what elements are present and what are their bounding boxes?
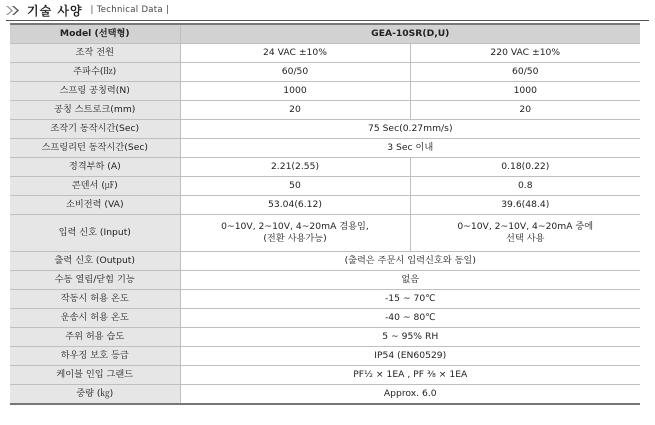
row-label: 하우징 보호 등급	[10, 347, 180, 366]
cell-value: 60/50	[410, 63, 640, 82]
cell-value: Approx. 6.0	[180, 385, 640, 405]
section-subtitle: | Technical Data |	[90, 5, 170, 15]
table-row	[10, 215, 640, 252]
cell-value: IP54 (EN60529)	[180, 347, 640, 366]
table-row	[10, 24, 640, 44]
row-label: 조작기 동작시간(Sec)	[10, 120, 180, 139]
cell-value: 1000	[410, 82, 640, 101]
cell-value: 5 ~ 95% RH	[180, 328, 640, 347]
row-label: 수동 열림/닫힘 기능	[10, 271, 180, 290]
row-label: 케이블 인입 그랜드	[10, 366, 180, 385]
cell-value: 0.8	[410, 177, 640, 196]
row-label: 스프링리턴 동작시간(Sec)	[10, 139, 180, 158]
row-label: 운송시 허용 온도	[10, 309, 180, 328]
row-label: 정격부하 (A)	[10, 158, 180, 177]
row-label: 스프링 공칭력(N)	[10, 82, 180, 101]
cell-value: 1000	[180, 82, 410, 101]
cell-value: 220 VAC ±10%	[410, 44, 640, 63]
table-row	[10, 196, 640, 215]
section-title: 기술 사양	[27, 3, 83, 18]
row-label: 주파수(㎐)	[10, 63, 180, 82]
table-row	[10, 158, 640, 177]
row-label: 출력 신호 (Output)	[10, 252, 180, 271]
cell-value: -40 ~ 80℃	[180, 309, 640, 328]
row-label: 콘덴서 (㎌)	[10, 177, 180, 196]
cell-value: (출력은 주문시 입력신호와 동일)	[180, 252, 640, 271]
table-row	[10, 309, 640, 328]
table-row	[10, 139, 640, 158]
cell-line: 0~10V, 2~10V, 4~20mA 겸용임,	[221, 221, 369, 232]
cell-value: 없음	[180, 271, 640, 290]
row-label: Model (선택형)	[10, 24, 180, 44]
cell-value: 3 Sec 이내	[180, 139, 640, 158]
row-label: 주위 허용 습도	[10, 328, 180, 347]
table-row	[10, 385, 640, 405]
row-label: 중량 (㎏)	[10, 385, 180, 405]
model-value: GEA-10SR(D,U)	[180, 24, 640, 44]
spec-table	[10, 23, 640, 405]
cell-value	[410, 215, 640, 252]
table-row	[10, 328, 640, 347]
cell-value: 0.18(0.22)	[410, 158, 640, 177]
table-row	[10, 290, 640, 309]
cell-value: 75 Sec(0.27mm/s)	[180, 120, 640, 139]
cell-value: 60/50	[180, 63, 410, 82]
table-row	[10, 101, 640, 120]
row-label: 소비전력 (VA)	[10, 196, 180, 215]
cell-value: 53.04(6.12)	[180, 196, 410, 215]
cell-value: 50	[180, 177, 410, 196]
table-row	[10, 366, 640, 385]
cell-value: 2.21(2.55)	[180, 158, 410, 177]
cell-value	[180, 215, 410, 252]
table-row	[10, 347, 640, 366]
cell-line: 선택 사용	[506, 233, 545, 244]
row-label: 입력 신호 (Input)	[10, 215, 180, 252]
table-row	[10, 252, 640, 271]
cell-line: 0~10V, 2~10V, 4~20mA 중에	[457, 221, 594, 232]
table-row	[10, 177, 640, 196]
table-row	[10, 271, 640, 290]
header-divider	[6, 20, 649, 21]
cell-value: -15 ~ 70℃	[180, 290, 640, 309]
cell-value: 20	[410, 101, 640, 120]
double-chevron-icon	[6, 6, 20, 15]
table-row	[10, 63, 640, 82]
row-label: 공칭 스트로크(mm)	[10, 101, 180, 120]
table-row	[10, 82, 640, 101]
cell-value: PF½ × 1EA , PF ⅜ × 1EA	[180, 366, 640, 385]
table-row	[10, 120, 640, 139]
cell-value: 39.6(48.4)	[410, 196, 640, 215]
cell-value: 24 VAC ±10%	[180, 44, 410, 63]
row-label: 조작 전원	[10, 44, 180, 63]
cell-line: (전환 사용가능)	[263, 233, 327, 244]
section-header	[6, 2, 169, 18]
row-label: 작동시 허용 온도	[10, 290, 180, 309]
cell-value: 20	[180, 101, 410, 120]
table-row	[10, 44, 640, 63]
